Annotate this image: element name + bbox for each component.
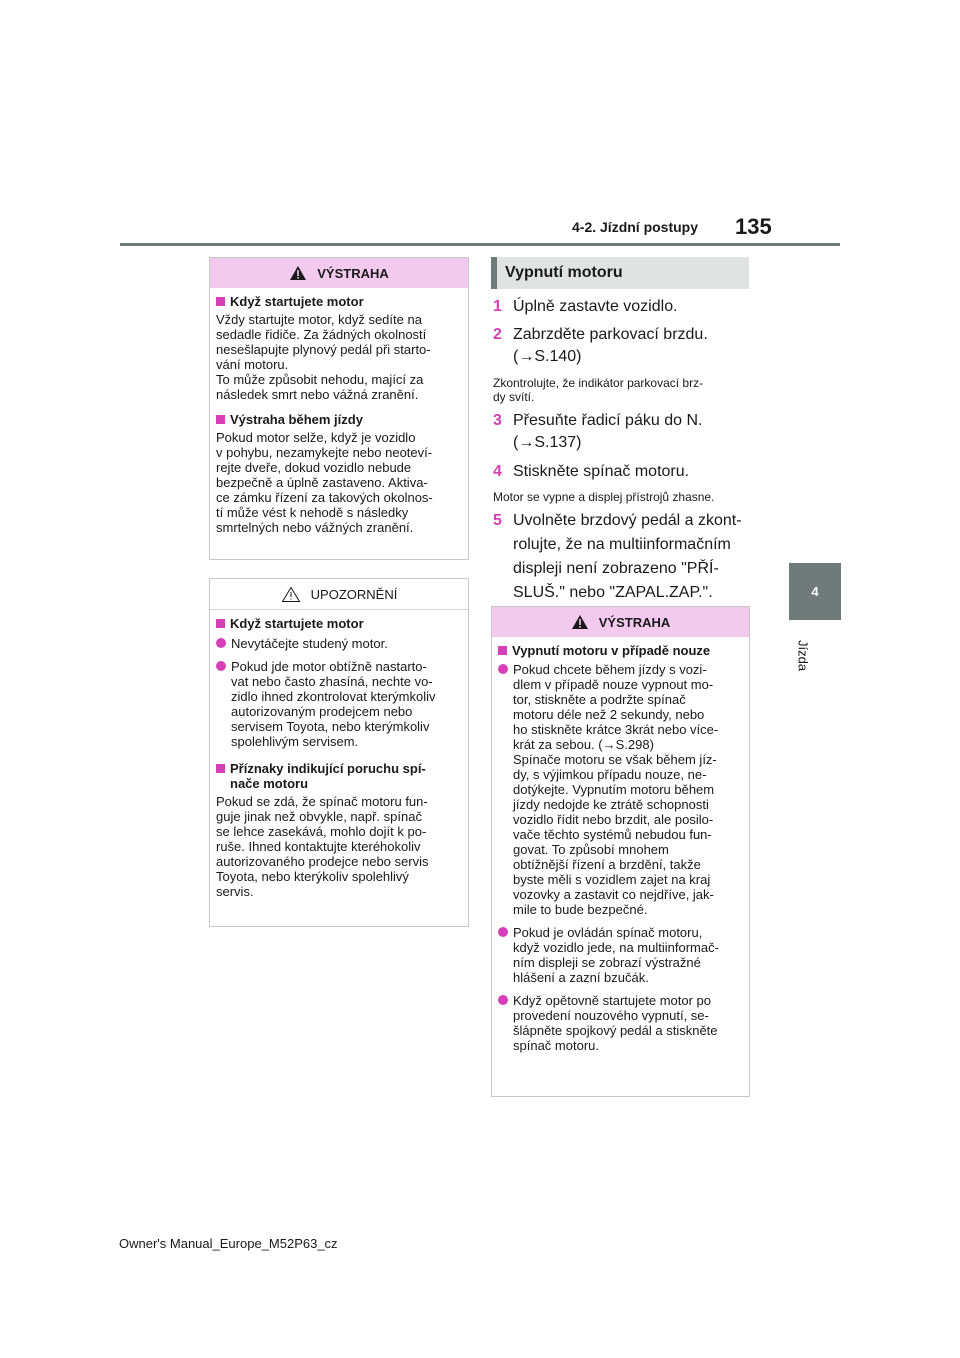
warning-box-emergency [491,606,750,1097]
chapter-tab: 4 [789,563,841,620]
page-number: 135 [735,214,772,239]
note-parking-brake: Zkontrolujte, že indikátor parkovací brz- dy svítí. [493,376,704,404]
list-item: Pokud jde motor obtížně nastarto- vat nebo často zhasíná, nechte vo- zidlo ihned zkontrolovat kterýmkoliv autorizovaným prodejcem nebo servisem Toyota, nebo kterýmkoliv spolehlivým servisem. [216,659,460,749]
dot-bullet-icon [498,995,508,1005]
warning-title: VÝSTRAHA [598,614,671,630]
square-bullet-icon [216,297,225,306]
caution-header [210,579,468,610]
step-2: 2 Zabrzděte parkovací brzdu. (→S.140) [493,326,708,365]
caution-heading-switch: Příznaky indikující poruchu spí- nače motoru [216,761,460,791]
dot-bullet-icon [216,661,226,671]
warning-triangle-icon [571,614,589,630]
step-4: 4 Stiskněte spínač motoru. [493,463,690,480]
warning-triangle-icon [289,265,307,281]
warning-header [210,258,468,288]
dot-bullet-icon [498,664,508,674]
step-1: 1 Úplně zastavte vozidlo. [493,298,678,315]
list-item: Pokud chcete během jízdy s vozi- dlem v případě nouze vypnout mo- tor, stiskněte a podržte spínač motoru déle než 2 sekundy, nebo ho stiskněte krátce 3krát nebo více- krát za sebou. (→S.298) Spínače motoru se však během jíz- dy, s výjimkou případu nouze, ne- dotýkejte. Vypnutím motoru během jízdy nedojde ke ztrátě schopnosti vozidlo řídit nebo brzdit, ale posilo- vače těchto systémů nebudou fun- govat. To způsobí mnohem obtížnější řízení a brzdění, takže byste měli s vozidlem zajet na kraj vozovky a zastavit co nejdříve, jak- mile to bude bezpečné. [498,662,741,917]
caution-triangle-icon [281,586,301,603]
list-item: Nevytáčejte studený motor. [216,636,460,651]
warning-box-start [209,257,469,560]
square-bullet-icon [216,764,225,773]
list-item: Pokud je ovládán spínač motoru, když vozidlo jede, na multiinformač- ním displeji se zobrazí výstražné hlášení a zazní bzučák. [498,925,741,985]
warning-header [492,607,749,637]
caution-box [209,578,469,927]
warning-text-driving: Pokud motor selže, když je vozidlo v pohybu, nezamykejte nebo neoteví- rejte dveře, dokud vozidlo nebude bezpečně a úplně zastaveno. Aktiva- ce zámku řízení za takových okolnos- tí může vést k nehodě s následky smrtelných nebo vážných zranění. [216,430,433,535]
step-3: 3 Přesuňte řadicí páku do N. (→S.137) [493,412,703,451]
square-bullet-icon [216,619,225,628]
warning-heading-driving: Výstraha během jízdy [216,412,460,427]
caution-heading-start: Když startujete motor [216,616,460,631]
step-5: 5 Uvolněte brzdový pedál a zkont- rolujte, že na multiinformačním displeji není zobrazeno "PŘÍ- SLUŠ." nebo "ZAPAL.ZAP.". [493,512,742,601]
section-title: 4-2. Jízdní postupy [572,219,699,235]
list-item: Když opětovně startujete motor po provedení nouzového vypnutí, se- šlápněte spojkový pedál a stiskněte spínač motoru. [498,993,741,1053]
section-heading: Vypnutí motoru [491,257,749,289]
square-bullet-icon [216,415,225,424]
chapter-label: Jízda [795,640,811,672]
warning-text-start: Vždy startujte motor, když sedíte na sedadle řidiče. Za žádných okolností nesešlapujte plynový pedál při starto- vání motoru. To může způsobit nehodu, mající za následek smrt nebo vážná zranění. [216,312,431,402]
caution-title: UPOZORNĚNÍ [310,586,398,602]
footer-text: Owner's Manual_Europe_M52P63_cz [119,1236,338,1251]
note-engine-off: Motor se vypne a displej přístrojů zhasne. [493,490,715,504]
warning-heading-emergency: Vypnutí motoru v případě nouze [498,643,741,658]
caution-text-switch: Pokud se zdá, že spínač motoru fun- guje jinak než obvykle, např. spínač se lehce zasekává, mohlo dojít k po- ruše. Ihned kontaktujte kteréhokoliv autorizovaného prodejce nebo servis Toyota, nebo kterýkoliv spolehlivý servis. [216,794,429,899]
square-bullet-icon [498,646,507,655]
warning-heading-start: Když startujete motor [216,294,460,309]
header-divider [120,243,840,246]
dot-bullet-icon [216,638,226,648]
warning-title: VÝSTRAHA [317,265,389,281]
dot-bullet-icon [498,927,508,937]
